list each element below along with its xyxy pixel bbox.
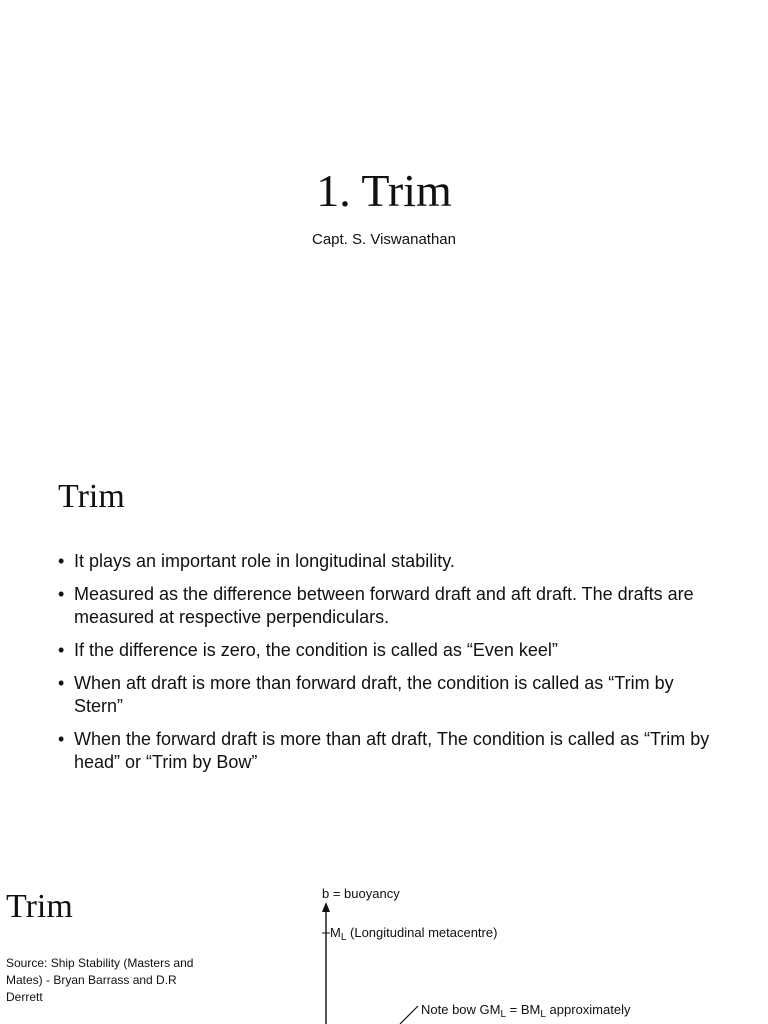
buoyancy-label: b = buoyancy [322,886,400,901]
bullet-dot: • [58,673,65,693]
buoyancy-arrowhead [322,902,330,912]
note-label [421,1002,631,1020]
note-label-sub1: L [500,1009,507,1020]
source-citation: Source: Ship Stability (Masters and Mates) - Bryan Barrass and D.R Derrett [6,956,194,1004]
metacentre-label-main: M [330,925,341,940]
bullet-text: It plays an important role in longitudinal stability. [74,551,455,571]
note-label-prefix: Note bow GM [421,1002,501,1017]
bullet-item [58,728,718,774]
bullet-text: When the forward draft is more than aft draft, The condition is called as “Trim by head” or “Trim by Bow” [74,729,710,772]
note-label-sub2: L [540,1009,546,1020]
metacentre-label-rest: (Longitudinal metacentre) [346,925,498,940]
bullet-text: When aft draft is more than forward draft, the condition is called as “Trim by Stern” [74,673,674,716]
trim-diagram [300,878,720,1024]
bullet-list [58,550,718,784]
bullet-dot: • [58,584,65,604]
slide-title: 1. Trim [316,165,452,216]
slide-author: Capt. S. Viswanathan [312,231,456,248]
bullet-dot: • [58,551,65,571]
bullet-text: Measured as the difference between forward draft and aft draft. The drafts are measured at respective perpendiculars. [74,584,694,627]
metacentre-label [330,925,497,943]
figure-heading-trim: Trim [6,888,73,925]
bullet-dot: • [58,729,65,749]
bullet-item [58,639,718,662]
bullet-text: If the difference is zero, the condition is called as “Even keel” [74,640,558,660]
bullet-item [58,550,718,573]
note-label-suffix: approximately [545,1002,631,1017]
bullet-dot: • [58,640,65,660]
section-heading-trim: Trim [58,478,125,515]
note-pointer-line [400,1006,418,1024]
bullet-item [58,583,718,629]
bullet-item [58,672,718,718]
metacentre-label-sub: L [340,932,347,943]
note-label-mid: = BM [506,1002,541,1017]
